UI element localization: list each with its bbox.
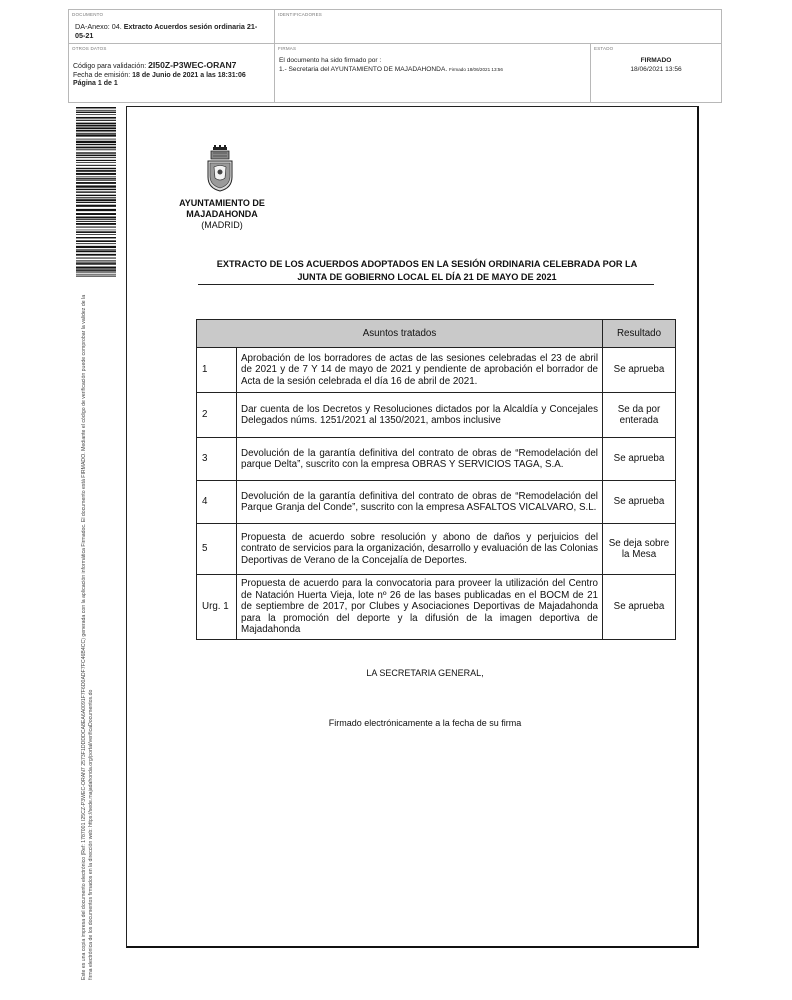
- state-date: 18/06/2021 13:56: [630, 65, 682, 73]
- signatures-label: FIRMAS: [278, 46, 297, 51]
- secretary-signature-line: LA SECRETARIA GENERAL,: [366, 668, 484, 678]
- table-row: [197, 524, 676, 575]
- organization-line-3: (MADRID): [201, 220, 243, 230]
- validation-code: 2I50Z-P3WEC-ORAN7: [148, 60, 237, 70]
- row-description: Devolución de la garantía definitiva del contrato de obras de “Remodelación del Parque Granja del Conde”, suscrito con la empresa ASFALTOS VICALVARO, S.L.: [237, 481, 603, 524]
- row-number: 3: [197, 438, 237, 481]
- emission-date-label: Fecha de emisión:: [73, 71, 131, 79]
- table-row: [197, 575, 676, 640]
- identifiers-cell: [275, 10, 721, 44]
- row-number: 4: [197, 481, 237, 524]
- signed-by-intro: El documento ha sido firmado por :: [279, 57, 382, 64]
- signer: 1.- Secretaria del AYUNTAMIENTO DE MAJADAHONDA.: [279, 65, 448, 73]
- page-count: Página 1 de 1: [73, 80, 118, 88]
- other-data-cell: [69, 44, 275, 102]
- row-result: Se aprueba: [603, 481, 676, 524]
- barcode-image: [76, 107, 116, 277]
- document-heading-line-1: EXTRACTO DE LOS ACUERDOS ADOPTADOS EN LA SESIÓN ORDINARIA CELEBRADA POR LA: [216, 259, 638, 269]
- coat-of-arms-icon: [204, 145, 236, 193]
- validation-code-label: Código para validación:: [73, 63, 147, 70]
- signatures-cell: [275, 44, 591, 102]
- row-number: Urg. 1: [197, 575, 237, 640]
- verification-side-text: Este es una copia impresa del documento electrónico (Ref: 1787001 I25CZ-P3WEC-ORAN7 2573F1DDDDCA8EA6A0091F7F6D0ADF7FC46B4CC) generada con la aplicación informática Firmadoc. El documento está FIRMADO. Mediante el código de verificación puede comprobar la validez de la firma electrónica de los documentos firmados en la dirección web: https://sede.majadahonda.org/portal/verificaDocumentos.do: [81, 294, 94, 980]
- table-header-row: [197, 320, 676, 348]
- row-number: 1: [197, 348, 237, 393]
- row-result: Se deja sobre la Mesa: [603, 524, 676, 575]
- row-result: Se aprueba: [603, 575, 676, 640]
- state-value: FIRMADO: [640, 57, 672, 64]
- organization-name: [162, 198, 282, 231]
- document-cell: [69, 10, 275, 44]
- agreements-table: [196, 319, 676, 640]
- column-header-result: Resultado: [603, 320, 676, 348]
- document-title-prefix: DA-Anexo: 04.: [75, 22, 122, 31]
- row-number: 5: [197, 524, 237, 575]
- signatures-lines: [279, 57, 503, 74]
- organization-line-2: MAJADAHONDA: [186, 209, 258, 219]
- row-number: 2: [197, 393, 237, 438]
- table-row: [197, 393, 676, 438]
- table-row: [197, 438, 676, 481]
- row-description: Dar cuenta de los Decretos y Resoluciones dictados por la Alcaldía y Concejales Delegados núms. 1251/2021 al 1350/2021, ambos inclusive: [237, 393, 603, 438]
- document-label: DOCUMENTO: [72, 12, 104, 17]
- other-data-label: OTROS DATOS: [72, 46, 107, 51]
- document-title-name: Extracto Acuerdos sesión ordinaria 21-05-21: [75, 22, 258, 40]
- table-row: [197, 481, 676, 524]
- row-description: Devolución de la garantía definitiva del contrato de obras de “Remodelación del parque Delta”, suscrito con la empresa OBRAS Y SERVICIOS TAGA, S.A.: [237, 438, 603, 481]
- state-label: ESTADO: [594, 46, 614, 51]
- emission-date: 18 de Junio de 2021 a las 18:31:06: [132, 71, 246, 79]
- document-metadata-box: [68, 9, 722, 103]
- state-cell: [591, 44, 721, 102]
- document-heading-line-2: JUNTA DE GOBIERNO LOCAL EL DÍA 21 DE MAYO DE 2021: [297, 271, 557, 282]
- row-description: Aprobación de los borradores de actas de las sesiones celebradas el 23 de abril de 2021 y de 7 Y 14 de mayo de 2021 y pendiente de aprobación el borrador de Acta de la sesión celebrada el día 16 de abril de 2021.: [237, 348, 603, 393]
- document-heading: [198, 258, 656, 283]
- organization-line-1: AYUNTAMIENTO DE: [179, 198, 265, 208]
- row-description: Propuesta de acuerdo sobre resolución y abono de daños y perjuicios del contrato de servicios para la organización, desarrollo y evaluación de las Colonias Deportivas de Verano de la Concejalía de Deportes.: [237, 524, 603, 575]
- signer-date: Firmado 18/06/2021 13:56: [449, 66, 503, 72]
- other-data-lines: [73, 61, 246, 89]
- row-description: Propuesta de acuerdo para la convocatoria para proveer la utilización del Centro de Natación Huerta Vieja, lote nº 26 de las bases publicadas en el BOCM de 21 de septiembre de 2017, por Clubes y Asociaciones Deportivas de Majadahonda para la promoción del deporte y la difusión de la imagen deportiva de Majadahonda: [237, 575, 603, 640]
- table-row: [197, 348, 676, 393]
- row-result: Se da por enterada: [603, 393, 676, 438]
- row-result: Se aprueba: [603, 438, 676, 481]
- electronic-signature-note: Firmado electrónicamente a la fecha de su firma: [328, 718, 522, 728]
- state-lines: [591, 57, 721, 74]
- identifiers-label: IDENTIFICADORES: [278, 12, 323, 17]
- column-header-topics: Asuntos tratados: [197, 320, 603, 348]
- heading-underline: [198, 284, 654, 285]
- document-title: [75, 22, 265, 40]
- row-result: Se aprueba: [603, 348, 676, 393]
